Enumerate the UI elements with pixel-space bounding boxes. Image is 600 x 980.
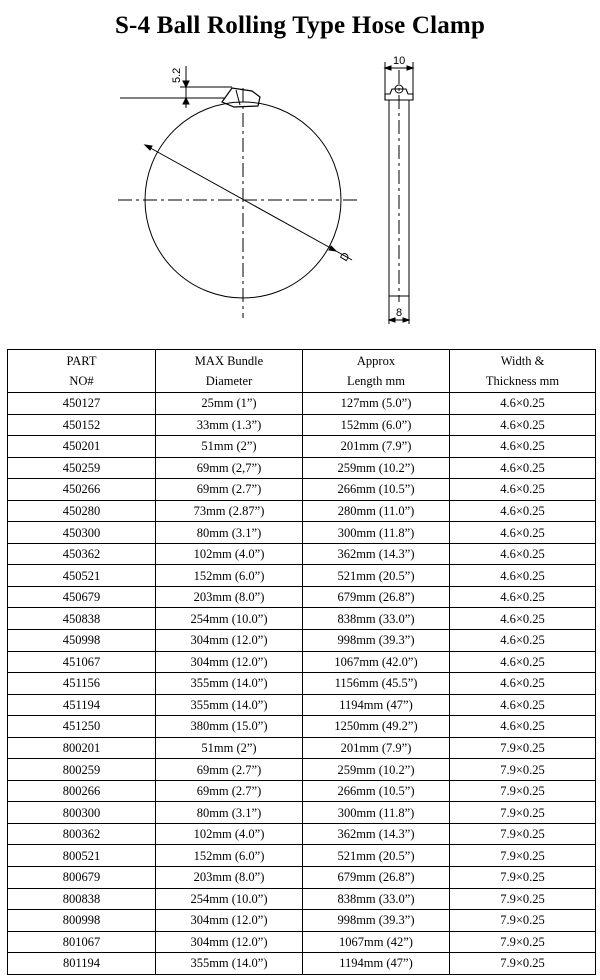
- width-thickness-cell: 7.9×0.25: [450, 845, 596, 867]
- length-cell: 838mm (33.0”): [303, 888, 450, 910]
- header-line2: NO#: [69, 374, 94, 388]
- diameter-arrow-start: [145, 145, 152, 150]
- length-cell: 1250mm (49.2”): [303, 716, 450, 738]
- part-no-cell: 450521: [8, 565, 156, 587]
- max-bundle-cell: 80mm (3.1”): [156, 522, 303, 544]
- part-no-cell: 801194: [8, 953, 156, 975]
- width-thickness-cell: 7.9×0.25: [450, 910, 596, 932]
- width-thickness-cell: 4.6×0.25: [450, 393, 596, 415]
- length-cell: 259mm (10.2”): [303, 759, 450, 781]
- max-bundle-cell: 203mm (8.0”): [156, 867, 303, 889]
- part-no-cell: 450152: [8, 414, 156, 436]
- length-cell: 152mm (6.0”): [303, 414, 450, 436]
- length-cell: 127mm (5.0”): [303, 393, 450, 415]
- width-thickness-cell: 7.9×0.25: [450, 823, 596, 845]
- width-thickness-cell: 7.9×0.25: [450, 931, 596, 953]
- dim-top-arrow-r: [407, 66, 413, 70]
- page-title: S-4 Ball Rolling Type Hose Clamp: [114, 12, 486, 39]
- part-no-cell: 800201: [8, 737, 156, 759]
- table-row: [8, 436, 596, 458]
- table-row: [8, 910, 596, 932]
- length-cell: 259mm (10.2”): [303, 457, 450, 479]
- header-approx-length: [303, 350, 450, 393]
- part-no-cell: 450362: [8, 543, 156, 565]
- max-bundle-cell: 254mm (10.0”): [156, 608, 303, 630]
- table-row: [8, 759, 596, 781]
- spec-table-body: [8, 393, 596, 975]
- length-cell: 201mm (7.9”): [303, 737, 450, 759]
- max-bundle-cell: 355mm (14.0”): [156, 673, 303, 695]
- clamp-side-view: [385, 62, 413, 324]
- length-cell: 1067mm (42.0”): [303, 651, 450, 673]
- part-no-cell: 800362: [8, 823, 156, 845]
- dim-bottom-arrow-r: [403, 318, 409, 322]
- max-bundle-cell: 304mm (12.0”): [156, 931, 303, 953]
- part-no-cell: 800259: [8, 759, 156, 781]
- part-no-cell: 450127: [8, 393, 156, 415]
- width-thickness-cell: 7.9×0.25: [450, 888, 596, 910]
- max-bundle-cell: 69mm (2,7”): [156, 457, 303, 479]
- length-cell: 362mm (14.3”): [303, 543, 450, 565]
- part-no-cell: 801067: [8, 931, 156, 953]
- length-cell: 998mm (39.3”): [303, 630, 450, 652]
- table-row: [8, 651, 596, 673]
- part-no-cell: 451067: [8, 651, 156, 673]
- width-thickness-cell: 4.6×0.25: [450, 630, 596, 652]
- part-no-cell: 451156: [8, 673, 156, 695]
- length-cell: 300mm (11.8”): [303, 522, 450, 544]
- max-bundle-cell: 152mm (6.0”): [156, 565, 303, 587]
- width-thickness-cell: 4.6×0.25: [450, 479, 596, 501]
- length-cell: 1156mm (45.5”): [303, 673, 450, 695]
- table-row: [8, 393, 596, 415]
- table-row: [8, 780, 596, 802]
- part-no-cell: 800521: [8, 845, 156, 867]
- diameter-arrow-end: [329, 246, 336, 251]
- width-thickness-cell: 4.6×0.25: [450, 565, 596, 587]
- dim-arrow-up: [183, 81, 189, 87]
- table-row: [8, 673, 596, 695]
- table-row: [8, 522, 596, 544]
- width-thickness-cell: 4.6×0.25: [450, 522, 596, 544]
- max-bundle-cell: 102mm (4.0”): [156, 823, 303, 845]
- length-cell: 362mm (14.3”): [303, 823, 450, 845]
- max-bundle-cell: 33mm (1.3”): [156, 414, 303, 436]
- table-row: [8, 543, 596, 565]
- width-thickness-cell: 4.6×0.25: [450, 651, 596, 673]
- width-thickness-cell: 7.9×0.25: [450, 802, 596, 824]
- max-bundle-cell: 80mm (3.1”): [156, 802, 303, 824]
- header-line1: Width &: [500, 354, 545, 368]
- max-bundle-cell: 304mm (12.0”): [156, 630, 303, 652]
- table-row: [8, 608, 596, 630]
- header-line2: Diameter: [205, 374, 253, 388]
- max-bundle-cell: 304mm (12.0”): [156, 651, 303, 673]
- header-line2: Length mm: [347, 374, 405, 388]
- length-cell: 201mm (7.9”): [303, 436, 450, 458]
- table-row: [8, 845, 596, 867]
- part-no-cell: 450280: [8, 500, 156, 522]
- part-no-cell: 800679: [8, 867, 156, 889]
- header-line1: Approx: [356, 354, 396, 368]
- table-row: [8, 694, 596, 716]
- part-no-cell: 800300: [8, 802, 156, 824]
- max-bundle-cell: 51mm (2”): [156, 737, 303, 759]
- hose-clamp-drawing: [0, 50, 600, 340]
- table-row: [8, 931, 596, 953]
- width-thickness-cell: 4.6×0.25: [450, 673, 596, 695]
- max-bundle-cell: 69mm (2.7”): [156, 759, 303, 781]
- dim-height-label: 5.2: [171, 67, 183, 83]
- table-row: [8, 888, 596, 910]
- width-thickness-cell: 4.6×0.25: [450, 436, 596, 458]
- part-no-cell: 450201: [8, 436, 156, 458]
- max-bundle-cell: 69mm (2.7”): [156, 780, 303, 802]
- header-line1: MAX Bundle: [194, 354, 264, 368]
- max-bundle-cell: 355mm (14.0”): [156, 953, 303, 975]
- length-cell: 521mm (20.5”): [303, 565, 450, 587]
- max-bundle-cell: 102mm (4.0”): [156, 543, 303, 565]
- max-bundle-cell: 380mm (15.0”): [156, 716, 303, 738]
- dim-bottom-arrow-l: [389, 318, 395, 322]
- table-row: [8, 716, 596, 738]
- dim-top-width-label: 10: [393, 55, 406, 67]
- length-cell: 266mm (10.5”): [303, 780, 450, 802]
- table-row: [8, 867, 596, 889]
- width-thickness-cell: 4.6×0.25: [450, 414, 596, 436]
- table-header-row: [8, 350, 596, 393]
- max-bundle-cell: 51mm (2”): [156, 436, 303, 458]
- length-cell: 679mm (26.8”): [303, 586, 450, 608]
- table-row: [8, 479, 596, 501]
- table-row: [8, 953, 596, 975]
- table-row: [8, 586, 596, 608]
- length-cell: 1194mm (47”): [303, 953, 450, 975]
- dim-diameter-label: D: [338, 250, 353, 264]
- length-cell: 1067mm (42”): [303, 931, 450, 953]
- header-part-no: [8, 350, 156, 393]
- part-no-cell: 450300: [8, 522, 156, 544]
- table-row: [8, 630, 596, 652]
- width-thickness-cell: 4.6×0.25: [450, 457, 596, 479]
- header-width-thickness: [450, 350, 596, 393]
- length-cell: 280mm (11.0”): [303, 500, 450, 522]
- table-row: [8, 500, 596, 522]
- width-thickness-cell: 4.6×0.25: [450, 694, 596, 716]
- width-thickness-cell: 4.6×0.25: [450, 586, 596, 608]
- max-bundle-cell: 355mm (14.0”): [156, 694, 303, 716]
- table-row: [8, 737, 596, 759]
- length-cell: 1194mm (47”): [303, 694, 450, 716]
- table-row: [8, 414, 596, 436]
- dim-bottom-width-label: 8: [396, 307, 403, 319]
- diameter-line: [145, 145, 336, 251]
- part-no-cell: 451250: [8, 716, 156, 738]
- clamp-front-view: [118, 66, 358, 318]
- width-thickness-cell: 4.6×0.25: [450, 500, 596, 522]
- width-thickness-cell: 7.9×0.25: [450, 737, 596, 759]
- max-bundle-cell: 254mm (10.0”): [156, 888, 303, 910]
- clamp-housing: [222, 88, 260, 107]
- part-no-cell: 451194: [8, 694, 156, 716]
- dim-arrow-down: [183, 98, 189, 104]
- width-thickness-cell: 4.6×0.25: [450, 543, 596, 565]
- length-cell: 521mm (20.5”): [303, 845, 450, 867]
- max-bundle-cell: 203mm (8.0”): [156, 586, 303, 608]
- part-no-cell: 450998: [8, 630, 156, 652]
- part-no-cell: 450259: [8, 457, 156, 479]
- width-thickness-cell: 4.6×0.25: [450, 716, 596, 738]
- width-thickness-cell: 7.9×0.25: [450, 953, 596, 975]
- max-bundle-cell: 25mm (1”): [156, 393, 303, 415]
- length-cell: 838mm (33.0”): [303, 608, 450, 630]
- dim-top-arrow-l: [385, 66, 391, 70]
- width-thickness-cell: 7.9×0.25: [450, 867, 596, 889]
- max-bundle-cell: 304mm (12.0”): [156, 910, 303, 932]
- housing-detail: [236, 90, 240, 105]
- length-cell: 300mm (11.8”): [303, 802, 450, 824]
- part-no-cell: 800838: [8, 888, 156, 910]
- header-line2: Thickness mm: [485, 374, 560, 388]
- table-row: [8, 823, 596, 845]
- table-row: [8, 802, 596, 824]
- table-row: [8, 565, 596, 587]
- width-thickness-cell: 7.9×0.25: [450, 759, 596, 781]
- part-no-cell: 800998: [8, 910, 156, 932]
- table-row: [8, 457, 596, 479]
- length-cell: 998mm (39.3”): [303, 910, 450, 932]
- header-line1: PART: [66, 354, 97, 368]
- width-thickness-cell: 4.6×0.25: [450, 608, 596, 630]
- max-bundle-cell: 69mm (2.7”): [156, 479, 303, 501]
- part-no-cell: 450679: [8, 586, 156, 608]
- max-bundle-cell: 152mm (6.0”): [156, 845, 303, 867]
- width-thickness-cell: 7.9×0.25: [450, 780, 596, 802]
- max-bundle-cell: 73mm (2.87”): [156, 500, 303, 522]
- part-no-cell: 450838: [8, 608, 156, 630]
- length-cell: 266mm (10.5”): [303, 479, 450, 501]
- part-no-cell: 450266: [8, 479, 156, 501]
- length-cell: 679mm (26.8”): [303, 867, 450, 889]
- header-max-bundle: [156, 350, 303, 393]
- part-no-cell: 800266: [8, 780, 156, 802]
- spec-table: [7, 349, 596, 975]
